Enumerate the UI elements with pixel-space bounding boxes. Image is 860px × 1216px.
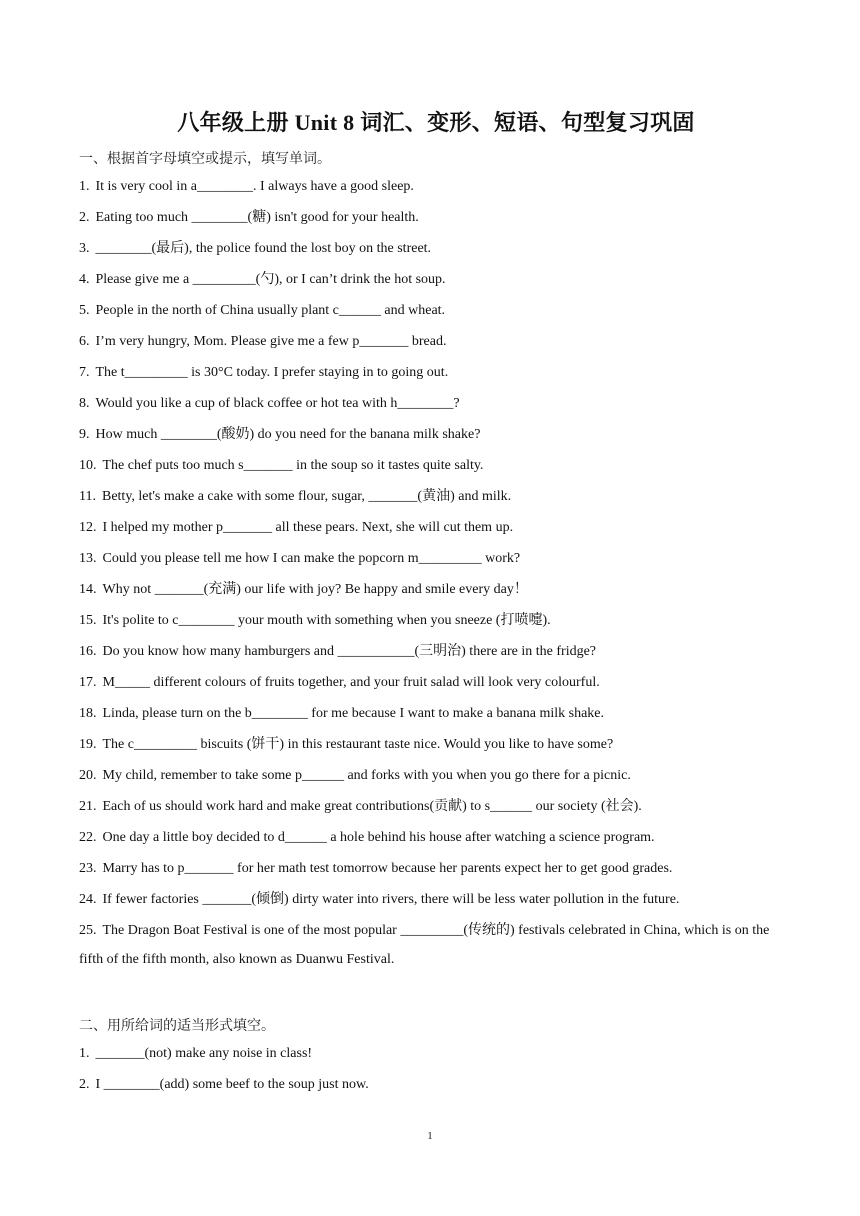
question-number: 1. — [79, 179, 90, 194]
question-number: 25. — [79, 923, 97, 938]
question-number: 9. — [79, 427, 90, 442]
question-number: 5. — [79, 303, 90, 318]
question-text: The Dragon Boat Festival is one of the most popular _________(传统的) festivals celebrated in China, which is on the fifth of the fifth month, also known as Duanwu Festival. — [79, 923, 770, 967]
question-number: 10. — [79, 458, 97, 473]
question-25 — [79, 916, 789, 974]
question-text: I ________(add) some beef to the soup just now. — [95, 1077, 369, 1092]
question-number: 6. — [79, 334, 90, 349]
question-23 — [79, 854, 789, 883]
page-title: 八年级上册 Unit 8 词汇、变形、短语、句型复习巩固 — [177, 110, 695, 135]
question-number: 20. — [79, 768, 97, 783]
question-text: The t_________ is 30°C today. I prefer staying in to going out. — [95, 365, 449, 380]
question-text: I’m very hungry, Mom. Please give me a few p_______ bread. — [95, 334, 447, 349]
question-text: Why not _______(充满) our life with joy? Be happy and smile every day！ — [102, 582, 528, 597]
question-text: _______(not) make any noise in class! — [95, 1046, 313, 1061]
question-15 — [79, 606, 789, 635]
question-number: 24. — [79, 892, 97, 907]
question-number: 16. — [79, 644, 97, 659]
question-number: 19. — [79, 737, 97, 752]
question-number: 18. — [79, 706, 97, 721]
question-7 — [79, 358, 789, 387]
section-2-heading: 二、用所给词的适当形式填空。 — [79, 1019, 275, 1034]
question-5 — [79, 296, 789, 325]
question-text: ________(最后), the police found the lost boy on the street. — [95, 241, 432, 256]
question-21 — [79, 792, 789, 821]
question-text: Please give me a _________(勺), or I can’t drink the hot soup. — [95, 272, 446, 287]
question-number: 7. — [79, 365, 90, 380]
question-16 — [79, 637, 789, 666]
question-1 — [79, 172, 789, 201]
question-2-1 — [79, 1039, 789, 1068]
question-number: 12. — [79, 520, 97, 535]
question-number: 3. — [79, 241, 90, 256]
question-number: 14. — [79, 582, 97, 597]
question-text: People in the north of China usually plant c______ and wheat. — [95, 303, 446, 318]
question-text: The c_________ biscuits (饼干) in this restaurant taste nice. Would you like to have some? — [102, 737, 614, 752]
question-number: 21. — [79, 799, 97, 814]
question-number: 17. — [79, 675, 97, 690]
question-text: Marry has to p_______ for her math test tomorrow because her parents expect her to get good grades. — [102, 861, 673, 876]
question-6 — [79, 327, 789, 356]
question-8 — [79, 389, 789, 418]
question-20 — [79, 761, 789, 790]
question-9 — [79, 420, 789, 449]
question-12 — [79, 513, 789, 542]
question-text: If fewer factories _______(倾倒) dirty water into rivers, there will be less water pollution in the future. — [102, 892, 680, 907]
question-number: 15. — [79, 613, 97, 628]
question-3 — [79, 234, 789, 263]
page-number: 1 — [427, 1130, 433, 1142]
question-10 — [79, 451, 789, 480]
question-number: 13. — [79, 551, 97, 566]
question-24 — [79, 885, 789, 914]
question-17 — [79, 668, 789, 697]
question-text: One day a little boy decided to d______ a hole behind his house after watching a science program. — [102, 830, 655, 845]
question-text: M_____ different colours of fruits together, and your fruit salad will look very colourful. — [102, 675, 600, 690]
question-text: Eating too much ________(糖) isn't good for your health. — [95, 210, 419, 225]
question-number: 23. — [79, 861, 97, 876]
question-19 — [79, 730, 789, 759]
question-number: 11. — [79, 489, 96, 504]
question-text: Do you know how many hamburgers and ___________(三明治) there are in the fridge? — [102, 644, 597, 659]
question-11 — [79, 482, 789, 511]
question-number: 4. — [79, 272, 90, 287]
question-text: Each of us should work hard and make great contributions(贡献) to s______ our society (社会). — [102, 799, 642, 814]
question-text: Linda, please turn on the b________ for me because I want to make a banana milk shake. — [102, 706, 605, 721]
question-text: It is very cool in a________. I always have a good sleep. — [95, 179, 414, 194]
question-number: 22. — [79, 830, 97, 845]
question-text: I helped my mother p_______ all these pears. Next, she will cut them up. — [102, 520, 514, 535]
question-22 — [79, 823, 789, 852]
question-text: Could you please tell me how I can make the popcorn m_________ work? — [102, 551, 521, 566]
question-text: It's polite to c________ your mouth with something when you sneeze (打喷嚏). — [102, 613, 551, 628]
question-text: My child, remember to take some p______ and forks with you when you go there for a picnic. — [102, 768, 631, 783]
question-text: Betty, let's make a cake with some flour, sugar, _______(黄油) and milk. — [101, 489, 512, 504]
question-2 — [79, 203, 789, 232]
question-14 — [79, 575, 789, 604]
question-number: 2. — [79, 1077, 90, 1092]
question-text: Would you like a cup of black coffee or hot tea with h________? — [95, 396, 460, 411]
question-2-2 — [79, 1070, 789, 1099]
question-number: 2. — [79, 210, 90, 225]
question-4 — [79, 265, 789, 294]
question-number: 1. — [79, 1046, 90, 1061]
question-18 — [79, 699, 789, 728]
question-number: 8. — [79, 396, 90, 411]
section-1-heading: 一、根据首字母填空或提示，填写单词。 — [79, 152, 331, 167]
question-text: The chef puts too much s_______ in the soup so it tastes quite salty. — [102, 458, 484, 473]
question-text: How much ________(酸奶) do you need for the banana milk shake? — [95, 427, 481, 442]
question-13 — [79, 544, 789, 573]
